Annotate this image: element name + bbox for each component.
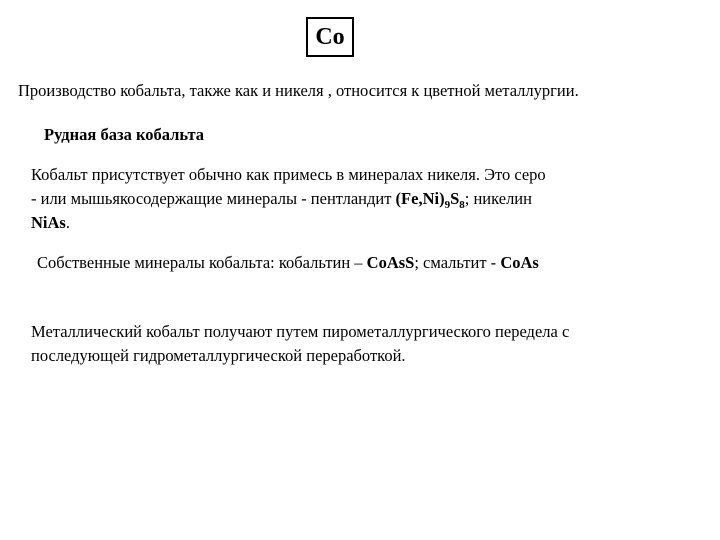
paragraph-ore-minerals [31,163,546,235]
pentlandite-formula: $(Fe,Ni)_9S_8$ [395,189,465,211]
text-fragment: ; никелин [464,189,532,208]
paragraph-line: NiAs. [31,213,70,232]
paragraph-production [31,320,569,368]
paragraph-line: Кобальт присутствует обычно как примесь в минералах никеля. Это серо [31,165,546,184]
paragraph-line: последующей гидрометаллургической переработкой. [31,346,406,365]
text-fragment: - или мышьякосодержащие минералы - пентландит [31,189,396,208]
element-symbol-box [306,17,354,57]
smaltite-formula: CoAs [500,253,539,272]
paragraph-line [31,187,546,211]
intro-text: Производство кобальта, также как и никеля , относится к цветной металлургии. [18,81,579,100]
niccolite-formula: NiAs [31,213,66,232]
element-symbol: Co [315,23,345,50]
section-heading: Рудная база кобальта [44,125,205,144]
paragraph-line: Металлический кобальт получают путем пирометаллургического передела с [31,322,570,341]
paragraph-own-minerals: Собственные минералы кобальта: кобальтин – CoAsS; смальтит - CoAs [37,253,539,272]
cobaltite-formula: CoAsS [366,253,415,272]
